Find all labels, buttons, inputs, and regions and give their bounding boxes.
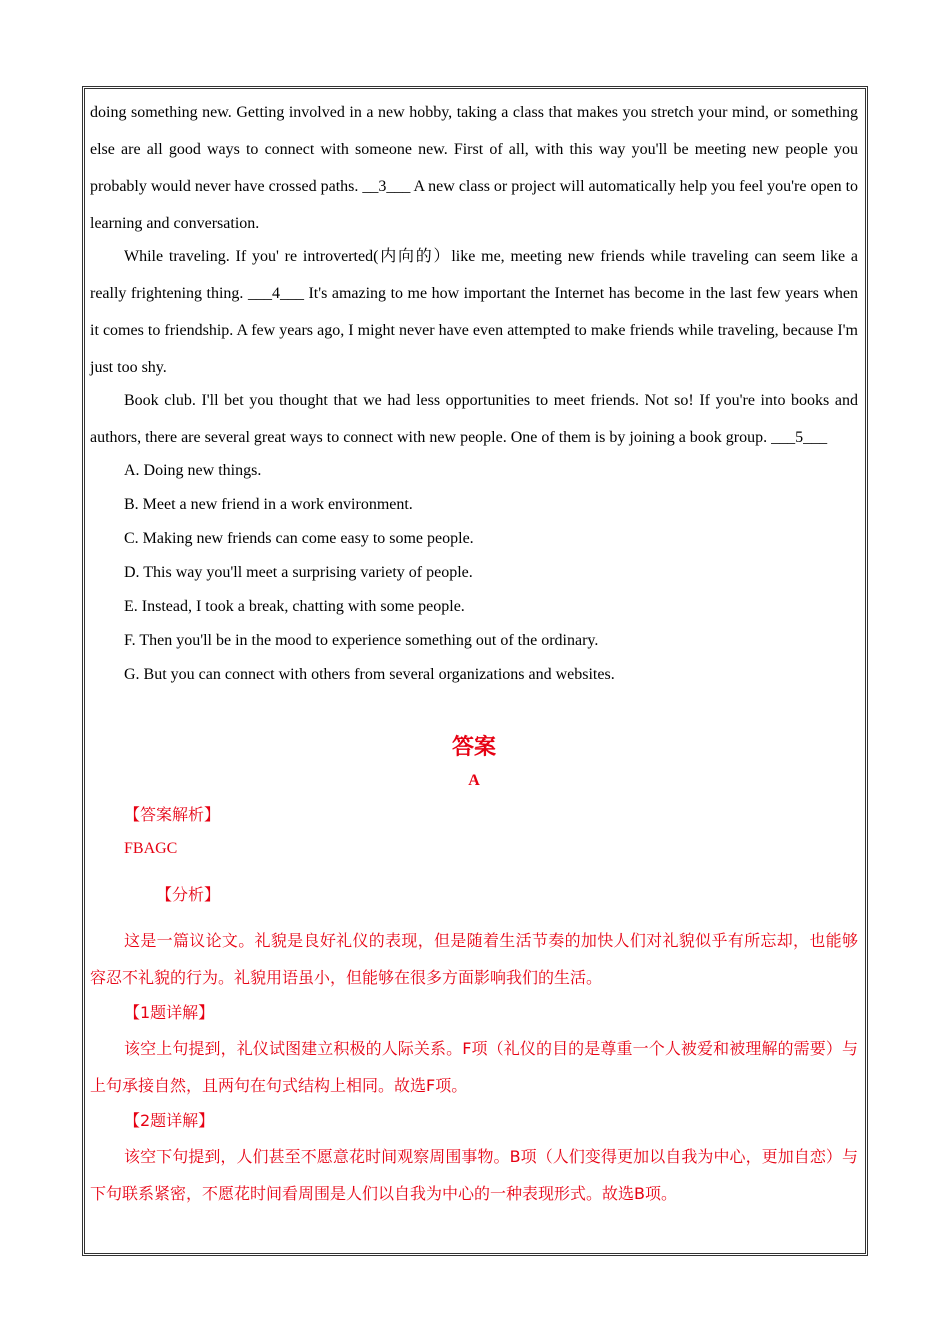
passage-paragraph-3: Book club. I'll bet you thought that we had less opportunities to meet friends. Not so! If you're into books and authors, there are several great ways to connect with new people. One of them is by joining a book group. ___5___	[90, 392, 858, 446]
option-c: C. Making new friends can come easy to some people.	[124, 530, 474, 547]
document-body	[90, 94, 858, 1212]
answer-letter: A	[468, 772, 480, 789]
analysis-label: 【分析】	[156, 885, 221, 904]
question-2-explanation: 该空下句提到，人们甚至不愿意花时间观察周围事物。B项（人们变得更加以自我为中心，更加自恋）与下句联系紧密，不愿花时间看周围是人们以自我为中心的一种表现形式。故选B项。	[90, 1147, 858, 1203]
option-a: A. Doing new things.	[124, 462, 262, 479]
question-2-label: 【2题详解】	[124, 1111, 215, 1130]
question-1-label: 【1题详解】	[124, 1003, 215, 1022]
option-e: E. Instead, I took a break, chatting with some people.	[124, 598, 465, 615]
option-b: B. Meet a new friend in a work environment.	[124, 496, 413, 513]
answer-analysis-label: 【答案解析】	[124, 805, 221, 824]
options-list	[90, 454, 858, 692]
answer-heading: 答案	[451, 735, 496, 760]
passage-paragraph-2: While traveling. If you' re introverted(内向的）like me, meeting new friends while traveling can seem like a really frightening thing. ___4___ It's amazing to me how important the Internet has become in the last few years when it comes to friendship. A few years ago, I might never have even attempted to make friends while traveling, because I'm just too shy.	[90, 248, 858, 376]
analysis-text: 这是一篇议论文。礼貌是良好礼仪的表现，但是随着生活节奏的加快人们对礼貌似乎有所忘却，也能够容忍不礼貌的行为。礼貌用语虽小，但能够在很多方面影响我们的生活。	[90, 931, 858, 987]
question-1-explanation: 该空上句提到，礼仪试图建立积极的人际关系。F项（礼仪的目的是尊重一个人被爱和被理解的需要）与上句承接自然，且两句在句式结构上相同。故选F项。	[90, 1039, 858, 1095]
option-g: G. But you can connect with others from several organizations and websites.	[124, 666, 615, 683]
passage-paragraph-1: doing something new. Getting involved in a new hobby, taking a class that makes you stretch your mind, or something else are all good ways to connect with someone new. First of all, with this way you'll be meeting new people you probably would never have crossed paths. __3___ A new class or project will automatically help you feel you're open to learning and conversation.	[90, 104, 859, 232]
option-d: D. This way you'll meet a surprising variety of people.	[124, 564, 473, 581]
answer-sequence: FBAGC	[124, 840, 178, 857]
option-f: F. Then you'll be in the mood to experience something out of the ordinary.	[124, 632, 599, 649]
